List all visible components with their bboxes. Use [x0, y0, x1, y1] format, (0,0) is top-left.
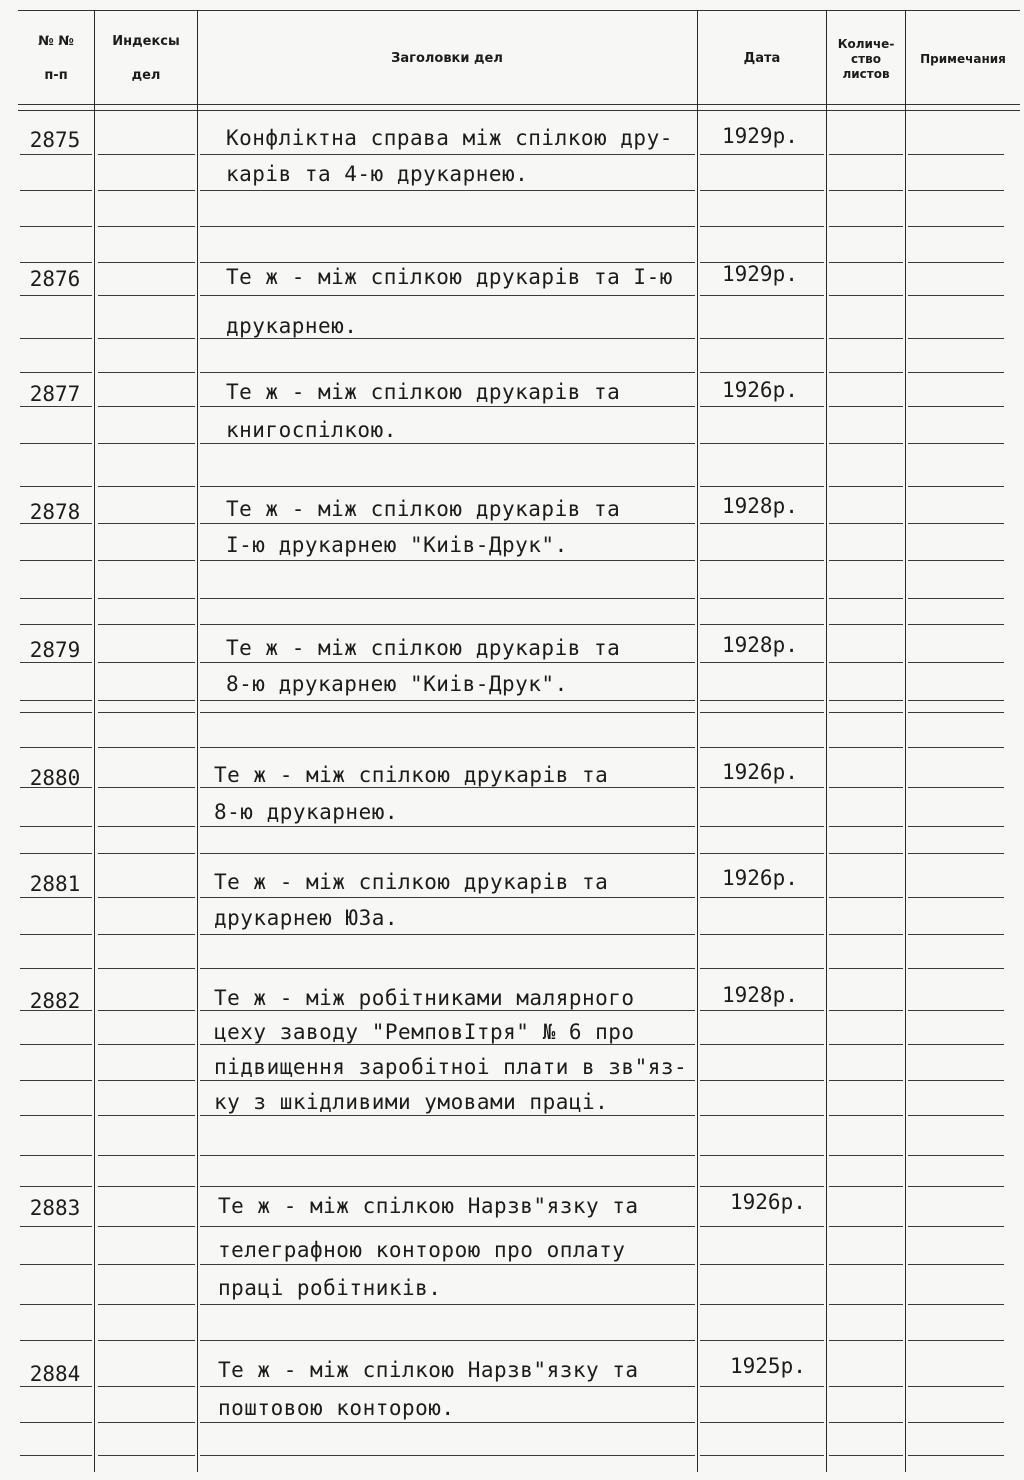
header-index-line2: дел: [131, 68, 161, 83]
ruled-line: [200, 968, 695, 969]
ruled-line: [700, 1340, 824, 1341]
ruled-line: [200, 295, 695, 296]
ruled-line: [700, 826, 824, 827]
ruled-line: [908, 523, 1004, 524]
ruled-line: [20, 1044, 92, 1045]
row-title-line: Те ж - мiж робiтниками малярного: [214, 986, 635, 1010]
ruled-line: [700, 226, 824, 227]
ruled-line: [98, 1340, 195, 1341]
col-sep-4: [826, 10, 827, 1472]
ruled-line: [200, 486, 695, 487]
ruled-line: [700, 190, 824, 191]
ruled-line: [700, 295, 824, 296]
ruled-line: [908, 826, 1004, 827]
header-num-line2: п-п: [44, 68, 68, 83]
row-title-line: карiв та 4-ю друкарнею.: [226, 162, 529, 186]
ruled-line: [829, 443, 903, 444]
ruled-line: [829, 154, 903, 155]
ruled-line: [908, 1422, 1004, 1423]
ruled-line: [200, 154, 695, 155]
row-number: 2884: [29, 1362, 81, 1386]
ruled-line: [700, 1304, 824, 1305]
ruled-line: [20, 934, 92, 935]
ruled-line: [20, 598, 92, 599]
ruled-line: [98, 1264, 195, 1265]
ruled-line: [700, 1186, 824, 1187]
ruled-line: [908, 624, 1004, 625]
ruled-line: [700, 1264, 824, 1265]
ruled-line: [700, 560, 824, 561]
ruled-line: [98, 897, 195, 898]
ruled-line: [98, 1455, 195, 1456]
header-notes: [907, 14, 1019, 104]
ruled-line: [98, 406, 195, 407]
row-title-line: книгоспiлкою.: [226, 418, 397, 442]
ruled-line: [20, 897, 92, 898]
row-title-line: Те ж - мiж спiлкою друкарiв та: [214, 763, 609, 787]
ruled-line: [829, 1455, 903, 1456]
ruled-line: [98, 190, 195, 191]
ruled-line: [200, 787, 695, 788]
ruled-line: [20, 1455, 92, 1456]
ruled-line: [98, 787, 195, 788]
ruled-line: [908, 560, 1004, 561]
row-title-line: друкарнею.: [226, 314, 358, 338]
ruled-line: [908, 662, 1004, 663]
ruled-line: [200, 1455, 695, 1456]
ruled-line: [98, 747, 195, 748]
ruled-line: [98, 1155, 195, 1156]
row-title-line: Те ж - мiж спiлкою Нарзв"язку та: [218, 1358, 639, 1382]
col-sep-1: [94, 10, 95, 1472]
ruled-line: [908, 443, 1004, 444]
ruled-line: [700, 523, 824, 524]
ruled-line: [908, 1340, 1004, 1341]
row-number: 2876: [29, 267, 81, 291]
ruled-line: [829, 1115, 903, 1116]
ruled-line: [700, 700, 824, 701]
row-title-line: 8-ю друкарнею "Киiв-Друк".: [226, 672, 568, 696]
ruled-line: [700, 486, 824, 487]
ruled-line: [908, 295, 1004, 296]
row-title-line: Те ж - мiж спiлкою друкарiв та: [214, 870, 609, 894]
header-date-text: Дата: [743, 51, 781, 66]
header-title-text: Заголовки дел: [391, 51, 503, 66]
ruled-line: [20, 154, 92, 155]
ruled-line: [908, 1386, 1004, 1387]
ruled-line: [20, 853, 92, 854]
col-sep-2: [197, 10, 198, 1472]
ruled-line: [829, 372, 903, 373]
ruled-line: [98, 1186, 195, 1187]
ruled-line: [98, 1386, 195, 1387]
ruled-line: [200, 523, 695, 524]
ruled-line: [20, 1080, 92, 1081]
ruled-line: [98, 1304, 195, 1305]
header-bottom-border-2: [18, 110, 1020, 111]
ruled-line: [20, 1264, 92, 1265]
ruled-line: [908, 897, 1004, 898]
ruled-line: [908, 1155, 1004, 1156]
ruled-line: [20, 712, 92, 713]
ruled-line: [98, 1010, 195, 1011]
row-number: 2880: [29, 766, 81, 790]
ruled-line: [98, 1080, 195, 1081]
ruled-line: [20, 1304, 92, 1305]
ruled-line: [200, 1226, 695, 1227]
header-index: [96, 14, 196, 104]
ruled-line: [700, 662, 824, 663]
ruled-line: [829, 712, 903, 713]
ruled-line: [700, 1422, 824, 1423]
row-date: 1925р.: [730, 1354, 806, 1378]
ruled-line: [908, 1186, 1004, 1187]
row-title-line: Те ж - мiж спiлкою друкарiв та: [226, 380, 621, 404]
ruled-line: [829, 1226, 903, 1227]
ruled-line: [908, 372, 1004, 373]
ruled-line: [98, 154, 195, 155]
row-date: 1926р.: [722, 378, 798, 402]
ruled-line: [829, 560, 903, 561]
ruled-line: [98, 598, 195, 599]
ruled-line: [829, 523, 903, 524]
ruled-line: [908, 712, 1004, 713]
ruled-line: [20, 372, 92, 373]
ruled-line: [20, 1155, 92, 1156]
col-sep-3: [697, 10, 698, 1472]
header-count-line2: ство: [851, 51, 881, 66]
row-date: 1926р.: [722, 866, 798, 890]
ruled-line: [700, 624, 824, 625]
ruled-line: [200, 226, 695, 227]
ruled-line: [20, 1226, 92, 1227]
ruled-line: [700, 1226, 824, 1227]
ruled-line: [908, 190, 1004, 191]
row-number: 2881: [29, 872, 81, 896]
ruled-line: [200, 262, 695, 263]
ruled-line: [700, 1080, 824, 1081]
ruled-line: [908, 700, 1004, 701]
ruled-line: [200, 598, 695, 599]
ruled-line: [200, 372, 695, 373]
ruled-line: [20, 443, 92, 444]
row-date: 1928р.: [722, 983, 798, 1007]
ruled-line: [829, 662, 903, 663]
row-title-line: Те ж - мiж спiлкою друкарiв та: [226, 636, 621, 660]
row-title-line: Те ж - мiж спiлкою друкарiв та: [226, 497, 621, 521]
ruled-line: [200, 1304, 695, 1305]
ruled-line: [700, 443, 824, 444]
header-notes-text: Примечания: [920, 52, 1006, 66]
ruled-line: [700, 1455, 824, 1456]
col-sep-5: [905, 10, 906, 1472]
ruled-line: [20, 560, 92, 561]
ruled-line: [200, 1115, 695, 1116]
ruled-line: [829, 486, 903, 487]
ruled-line: [908, 406, 1004, 407]
ruled-line: [20, 624, 92, 625]
ruled-line: [20, 226, 92, 227]
ruled-line: [700, 1155, 824, 1156]
ruled-line: [200, 747, 695, 748]
ruled-line: [200, 338, 695, 339]
ruled-line: [700, 1044, 824, 1045]
ruled-line: [98, 712, 195, 713]
ruled-line: [20, 486, 92, 487]
ruled-line: [20, 1422, 92, 1423]
ruled-line: [908, 598, 1004, 599]
ruled-line: [20, 1386, 92, 1387]
row-number: 2882: [29, 989, 81, 1013]
ruled-line: [20, 826, 92, 827]
ruled-line: [98, 523, 195, 524]
ruled-line: [908, 1264, 1004, 1265]
ruled-line: [98, 226, 195, 227]
ruled-line: [200, 897, 695, 898]
ruled-line: [700, 934, 824, 935]
ruled-line: [908, 853, 1004, 854]
ruled-line: [200, 624, 695, 625]
ruled-line: [908, 787, 1004, 788]
ruled-line: [700, 787, 824, 788]
row-title-line: Конфлiктна справа мiж спiлкою дру-: [226, 126, 673, 150]
row-date: 1926р.: [730, 1190, 806, 1214]
row-title-line: ку з шкiдливими умовами працi.: [214, 1090, 609, 1114]
ruled-line: [700, 747, 824, 748]
ruled-line: [20, 190, 92, 191]
ruled-line: [98, 1115, 195, 1116]
ruled-line: [200, 712, 695, 713]
ruled-line: [829, 1155, 903, 1156]
row-title-line: телеграфною конторою про оплату: [218, 1238, 626, 1262]
ruled-line: [829, 338, 903, 339]
row-title-line: поштовою конторою.: [218, 1396, 455, 1420]
header-count: [828, 14, 904, 104]
ruled-line: [98, 1422, 195, 1423]
ruled-line: [20, 1115, 92, 1116]
ruled-line: [200, 826, 695, 827]
ruled-line: [829, 826, 903, 827]
ruled-line: [20, 262, 92, 263]
ruled-line: [829, 1422, 903, 1423]
ruled-line: [700, 897, 824, 898]
row-number: 2879: [29, 638, 81, 662]
row-title-line: Те ж - мiж спiлкою Нарзв"язку та: [218, 1194, 639, 1218]
ruled-line: [829, 1264, 903, 1265]
ruled-line: [20, 662, 92, 663]
top-border: [18, 10, 1020, 11]
ruled-line: [829, 262, 903, 263]
row-number: 2877: [29, 382, 81, 406]
ruled-line: [200, 934, 695, 935]
ruled-line: [200, 1340, 695, 1341]
ruled-line: [200, 853, 695, 854]
ruled-line: [200, 1080, 695, 1081]
row-title-line: I-ю друкарнею "Киiв-Друк".: [226, 533, 568, 557]
ruled-line: [98, 662, 195, 663]
ruled-line: [829, 1386, 903, 1387]
ruled-line: [829, 406, 903, 407]
ruled-line: [908, 1455, 1004, 1456]
row-number: 2878: [29, 500, 81, 524]
ruled-line: [20, 968, 92, 969]
ruled-line: [20, 1186, 92, 1187]
ruled-line: [908, 486, 1004, 487]
header-count-line3: листов: [842, 66, 890, 81]
ruled-line: [200, 1264, 695, 1265]
ruled-line: [98, 443, 195, 444]
header-index-line1: Индексы: [112, 34, 180, 49]
ruled-line: [908, 262, 1004, 263]
ruled-line: [98, 295, 195, 296]
row-number: 2883: [29, 1196, 81, 1220]
ruled-line: [20, 338, 92, 339]
ruled-line: [908, 1080, 1004, 1081]
row-title-line: друкарнею ЮЗа.: [214, 906, 399, 930]
row-title-line: пiдвищення заробiтноi плати в зв"яз-: [214, 1055, 688, 1079]
ruled-line: [829, 853, 903, 854]
ruled-line: [98, 934, 195, 935]
ruled-line: [700, 154, 824, 155]
ruled-line: [700, 338, 824, 339]
ruled-line: [200, 700, 695, 701]
ruled-line: [700, 712, 824, 713]
ruled-line: [829, 747, 903, 748]
ruled-line: [700, 1115, 824, 1116]
header-num: [20, 14, 92, 104]
ruled-line: [829, 598, 903, 599]
ruled-line: [908, 1044, 1004, 1045]
header-count-line1: Количе-: [837, 36, 895, 51]
ruled-line: [700, 1386, 824, 1387]
ruled-line: [908, 1226, 1004, 1227]
row-title-line: 8-ю друкарнею.: [214, 800, 399, 824]
row-date: 1929р.: [722, 124, 798, 148]
ruled-line: [829, 1044, 903, 1045]
ruled-line: [98, 1226, 195, 1227]
ruled-line: [98, 700, 195, 701]
ruled-line: [908, 1304, 1004, 1305]
ruled-line: [829, 1340, 903, 1341]
ruled-line: [700, 406, 824, 407]
ruled-line: [908, 1010, 1004, 1011]
ruled-line: [908, 226, 1004, 227]
ruled-line: [829, 1304, 903, 1305]
ruled-line: [829, 934, 903, 935]
ruled-line: [20, 747, 92, 748]
ruled-line: [200, 662, 695, 663]
ruled-line: [20, 295, 92, 296]
ruled-line: [700, 968, 824, 969]
ruled-line: [200, 560, 695, 561]
ruled-line: [700, 853, 824, 854]
ruled-line: [829, 968, 903, 969]
ruled-line: [700, 598, 824, 599]
ruled-line: [200, 1422, 695, 1423]
row-date: 1928р.: [722, 633, 798, 657]
ruled-line: [829, 190, 903, 191]
ruled-line: [700, 1010, 824, 1011]
ruled-line: [98, 372, 195, 373]
ruled-line: [829, 624, 903, 625]
header-date: [699, 14, 825, 104]
header-num-line1: № №: [38, 34, 74, 49]
ruled-line: [98, 1044, 195, 1045]
ruled-line: [98, 624, 195, 625]
row-number: 2875: [29, 128, 81, 152]
ruled-line: [200, 1010, 695, 1011]
row-title-line: цеху заводу "РемповIтря" № 6 про: [214, 1020, 635, 1044]
ruled-line: [200, 406, 695, 407]
ruled-line: [20, 700, 92, 701]
ruled-line: [98, 560, 195, 561]
header-bottom-border: [18, 104, 1020, 105]
header-title: [199, 14, 695, 104]
ruled-line: [98, 486, 195, 487]
ruled-line: [200, 1155, 695, 1156]
ruled-line: [908, 934, 1004, 935]
row-date: 1928р.: [722, 494, 798, 518]
ruled-line: [20, 406, 92, 407]
ruled-line: [829, 1080, 903, 1081]
ruled-line: [908, 338, 1004, 339]
row-title-line: Те ж - мiж спiлкою друкарiв та I-ю: [226, 265, 673, 289]
ruled-line: [908, 968, 1004, 969]
ruled-line: [200, 1044, 695, 1045]
ruled-line: [829, 787, 903, 788]
ruled-line: [829, 1010, 903, 1011]
ruled-line: [98, 338, 195, 339]
ruled-line: [200, 443, 695, 444]
ruled-line: [700, 372, 824, 373]
ruled-line: [829, 700, 903, 701]
ruled-line: [829, 226, 903, 227]
ruled-line: [200, 1386, 695, 1387]
ruled-line: [829, 295, 903, 296]
ruled-line: [829, 1186, 903, 1187]
ruled-line: [200, 190, 695, 191]
ruled-line: [200, 1186, 695, 1187]
ruled-line: [20, 1340, 92, 1341]
ruled-line: [98, 262, 195, 263]
ruled-line: [98, 826, 195, 827]
ruled-line: [98, 853, 195, 854]
ruled-line: [908, 747, 1004, 748]
ruled-line: [908, 1115, 1004, 1116]
ruled-line: [98, 968, 195, 969]
row-date: 1926р.: [722, 760, 798, 784]
row-title-line: працi робiтникiв.: [218, 1276, 442, 1300]
row-date: 1929р.: [722, 262, 798, 286]
ruled-line: [829, 897, 903, 898]
ruled-line: [908, 154, 1004, 155]
